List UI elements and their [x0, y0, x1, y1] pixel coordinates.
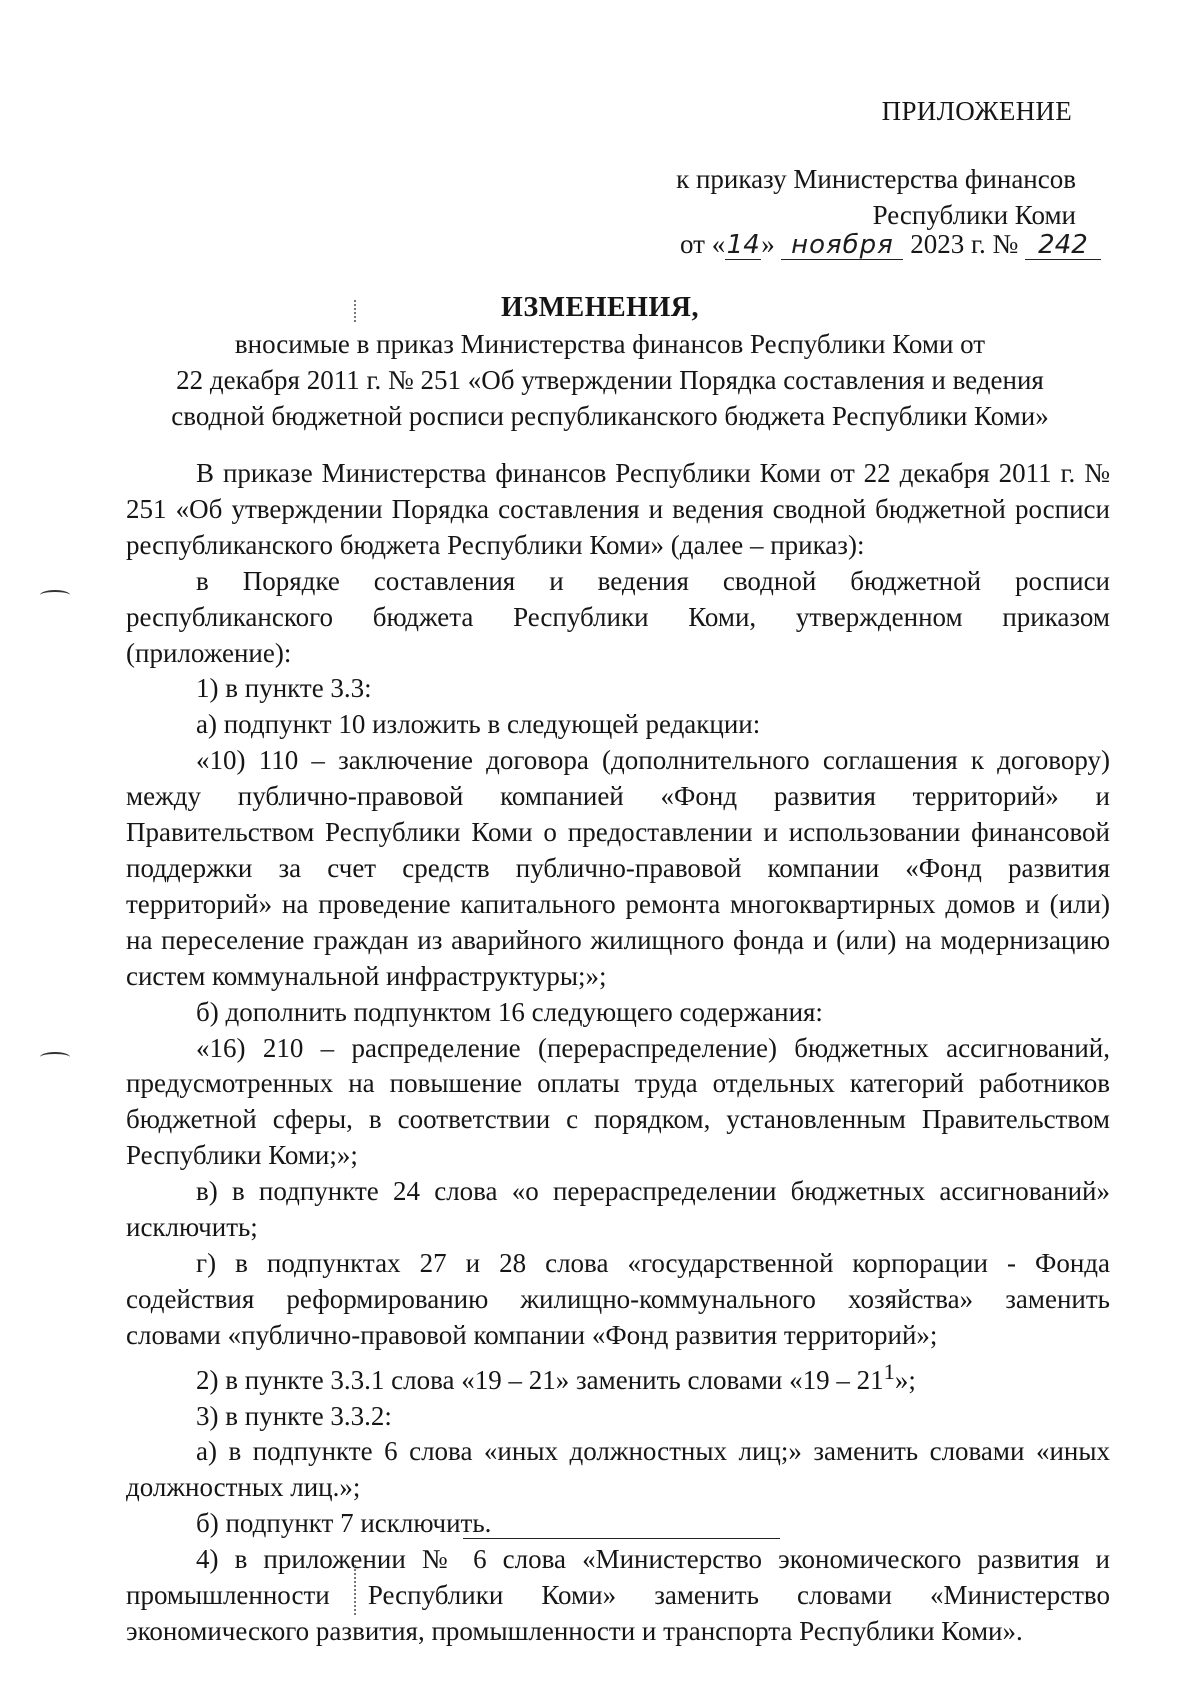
- to-order-reference: [676, 161, 1076, 233]
- handwritten-day: 14: [726, 230, 760, 260]
- date-year: 2023 г. №: [910, 229, 1019, 259]
- to-order-line-1: к приказу Министерства финансов: [676, 164, 1076, 194]
- paragraph-point-3b: б) подпункт 7 исключить.: [196, 1508, 492, 1539]
- paragraph-procedure: в Порядке составления и ведения сводной бюджетной росписи республиканского бюджета Республики Коми, утвержденном приказом (приложение):: [126, 565, 1110, 668]
- handwritten-month: ноября: [781, 231, 903, 260]
- order-date-line: [680, 229, 1101, 260]
- paragraph-point-1b: б) дополнить подпунктом 16 следующего содержания:: [196, 996, 823, 1027]
- paragraph-point-1g: г) в подпунктах 27 и 28 слова «государственной корпорации - Фонда содействия реформированию жилищно-коммунального хозяйства» заменить словами «публично-правовой компании «Фонд развития территорий»;: [126, 1247, 1110, 1350]
- paragraph-point-4: 4) в приложении № 6 слова «Министерство экономического развития и промышленности Республики Коми» заменить словами «Министерство экономического развития, промышленности и транспорта Республики Коми».: [126, 1544, 1110, 1646]
- paragraph-point-3: 3) в пункте 3.3.2:: [196, 1400, 392, 1431]
- paragraph-point-1: 1) в пункте 3.3:: [196, 673, 372, 704]
- document-body: [126, 456, 1110, 1650]
- subheading-line-3: сводной бюджетной росписи республиканского бюджета Республики Коми»: [171, 401, 1049, 431]
- point-2-end: »;: [894, 1364, 916, 1395]
- closing-divider: [463, 1538, 780, 1539]
- appendix-title: ПРИЛОЖЕНИЕ: [881, 96, 1072, 126]
- scan-artifact-mark: [40, 1052, 70, 1062]
- date-close-quote: »: [761, 229, 775, 259]
- paragraph-point-1a: а) подпункт 10 изложить в следующей редакции:: [196, 709, 761, 740]
- document-heading: ИЗМЕНЕНИЯ,: [501, 292, 699, 323]
- paragraph-intro: В приказе Министерства финансов Республики Коми от 22 декабря 2011 г. № 251 «Об утверждении Порядка составления и ведения сводной бюджетной росписи республиканского бюджета Республики Коми» (далее – приказ):: [126, 458, 1110, 560]
- point-2-superscript: 1: [883, 1358, 895, 1384]
- paragraph-point-1v: в) в подпункте 24 слова «о перераспределении бюджетных ассигнований» исключить;: [126, 1176, 1110, 1243]
- subheading-line-2: 22 декабря 2011 г. № 251 «Об утверждении Порядка составления и ведения: [176, 365, 1044, 395]
- document-subheading: [140, 326, 1080, 434]
- scan-artifact-mark: [40, 590, 70, 600]
- subheading-line-1: вносимые в приказ Министерства финансов Республики Коми от: [234, 329, 986, 359]
- paragraph-subpoint-16: «16) 210 – распределение (перераспределение) бюджетных ассигнований, предусмотренных на повышение оплаты труда отдельных категорий работников бюджетной сферы, в соответствии с порядком, установленным Правительством Республики Коми;»;: [126, 1032, 1110, 1171]
- paragraph-subpoint-10: «10) 110 – заключение договора (дополнительного соглашения к договору) между публично-правовой компанией «Фонд развития территорий» и Правительством Республики Коми о предоставлении и использовании финансовой поддержки за счет средств публично-правовой компании «Фонд развития территорий» на проведение капитального ремонта многоквартирных домов и (или) на переселение граждан из аварийного жилищного фонда и (или) на модернизацию систем коммунальной инфраструктуры;»;: [126, 745, 1110, 991]
- handwritten-order-number: 242: [1025, 231, 1101, 260]
- paragraph-point-2: [126, 1354, 1110, 1399]
- paragraph-point-3a: а) в подпункте 6 слова «иных должностных лиц;» заменить словами «иных должностных лиц.»;: [126, 1436, 1110, 1503]
- to-order-line-2: Республики Коми: [872, 200, 1076, 230]
- date-prefix: от «: [680, 229, 726, 259]
- scan-artifact-dots: [354, 1565, 358, 1615]
- point-2-text: 2) в пункте 3.3.1 слова «19 – 21» заменить словами «19 – 21: [196, 1364, 884, 1395]
- scan-artifact-dots: [354, 300, 358, 322]
